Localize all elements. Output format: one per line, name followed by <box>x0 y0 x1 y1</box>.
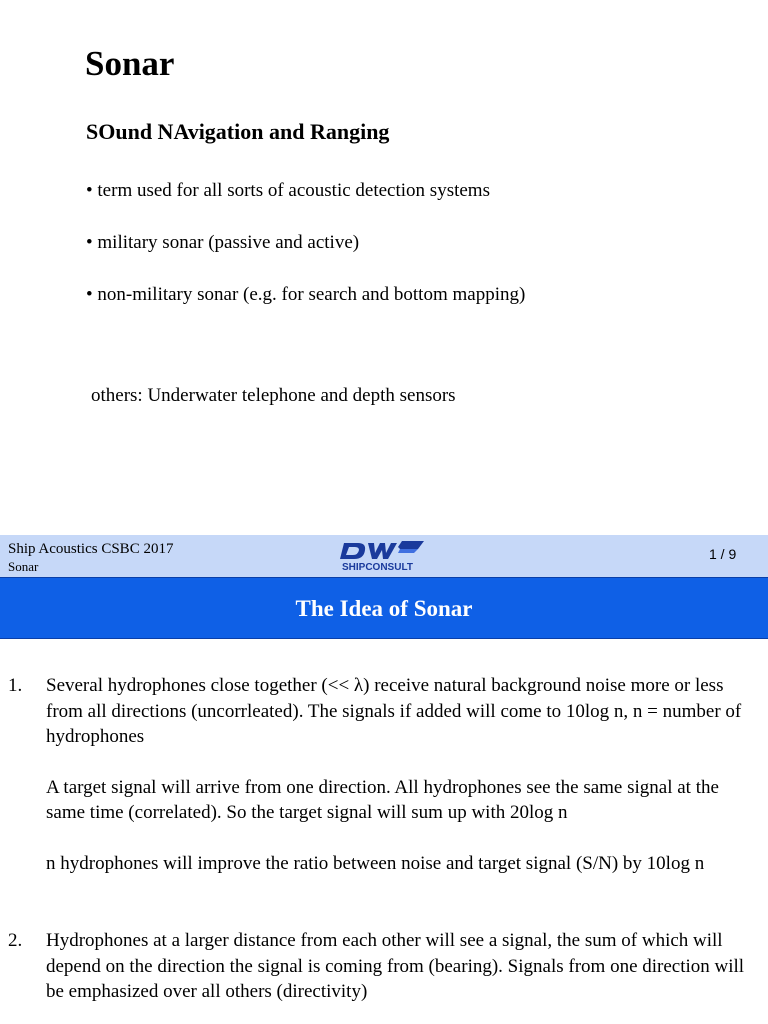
list-item-body <box>46 673 761 901</box>
paragraph: Several hydrophones close together (<< λ) receive natural background noise more or less from all directions (uncorrleated). The signals if added will come to 10log n, n = number of hydrophones <box>46 675 742 747</box>
list-item-number: 1. <box>8 675 23 696</box>
slide-footer <box>0 535 768 577</box>
slide-2-header <box>0 577 768 639</box>
bullet-item: • non-military sonar (e.g. for search and bottom mapping) <box>86 284 526 305</box>
paragraph: Hydrophones at a larger distance from each other will see a signal, the sum of which will depend on the direction the signal is coming from (bearing). Signals from one direction will be emphasized over all others (directivity) <box>46 930 745 1002</box>
list-item-number: 2. <box>8 930 23 951</box>
dw-logo-icon <box>338 539 430 563</box>
slide-subtitle: SOund NAvigation and Ranging <box>86 119 390 144</box>
logo-wordmark: SHIPCONSULT <box>342 562 413 573</box>
others-note: others: Underwater telephone and depth sensors <box>91 385 456 406</box>
footer-topic-label: Sonar <box>8 559 39 574</box>
page-number: 1 / 9 <box>709 546 737 562</box>
footer-course-label: Ship Acoustics CSBC 2017 <box>8 541 174 557</box>
bullet-item: • military sonar (passive and active) <box>86 232 360 253</box>
bullet-item: • term used for all sorts of acoustic detection systems <box>86 180 490 201</box>
slide-title: Sonar <box>85 44 175 83</box>
dw-logo <box>338 539 430 575</box>
paragraph: n hydrophones will improve the ratio between noise and target signal (S/N) by 10log n <box>46 852 705 874</box>
slide-2-title: The Idea of Sonar <box>295 596 473 621</box>
paragraph: A target signal will arrive from one direction. All hydrophones see the same signal at the same time (correlated). So the target signal will sum up with 20log n <box>46 776 719 823</box>
list-item-body <box>46 928 761 1024</box>
